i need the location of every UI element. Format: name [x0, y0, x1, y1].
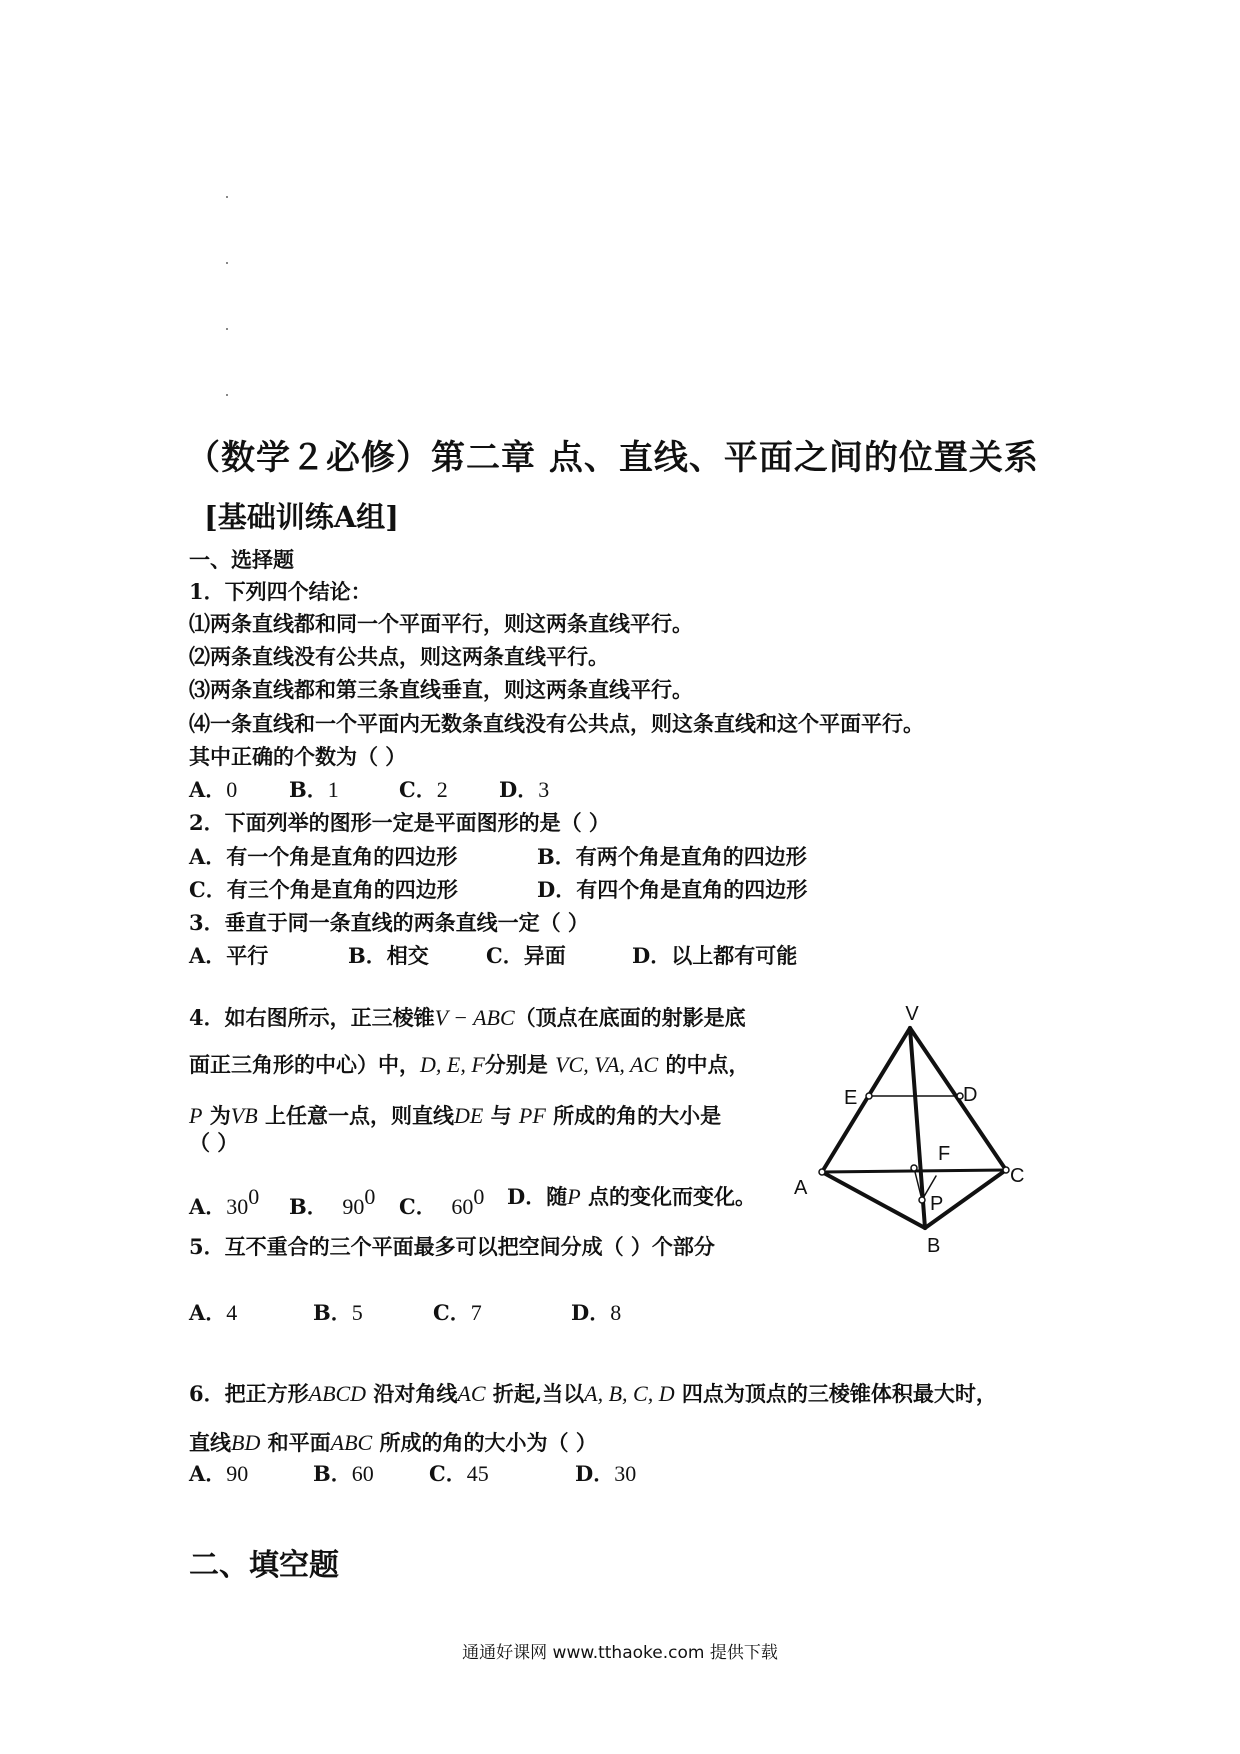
q1-statement-4: ⑷一条直线和一个平面内无数条直线没有公共点，则这条直线和这个平面平行。	[189, 711, 924, 736]
q1-option-c[interactable]: C．2	[399, 777, 448, 802]
q5-option-b[interactable]: B．5	[313, 1300, 363, 1325]
section-heading-choice: 一、选择题	[189, 547, 294, 572]
label-a: A	[794, 1177, 808, 1199]
q2-stem: 2．下面列举的图形一定是平面图形的是（ ）	[189, 810, 610, 835]
point-p	[919, 1197, 925, 1203]
q6-line-2: 直线BD 和平面ABC 所成的角的大小为（ ）	[189, 1430, 597, 1455]
q6-line-1: 6．把正方形ABCD 沿对角线AC 折起,当以A, B, C, D 四点为顶点的三棱锥体积最大时，	[189, 1381, 997, 1406]
point-e	[866, 1093, 872, 1099]
scan-dot	[226, 262, 228, 264]
q4-line-2: 面正三角形的中心）中，D, E, F分别是 VC, VA, AC 的中点，	[189, 1052, 750, 1077]
q4-option-a[interactable]: A．$30^0$	[189, 1184, 260, 1219]
q3-stem: 3．垂直于同一条直线的两条直线一定（ ）	[189, 910, 589, 935]
q4-option-b[interactable]: B． $90^0$	[289, 1184, 376, 1219]
scan-dot	[226, 394, 228, 396]
q6-option-c[interactable]: C．45	[429, 1461, 489, 1486]
pyramid-figure	[780, 990, 1080, 1260]
label-d: D	[963, 1084, 978, 1106]
section-heading-fill-in: 二、填空题	[189, 1548, 339, 1583]
q5-option-c[interactable]: C．7	[433, 1300, 482, 1325]
q1-ask: 其中正确的个数为（ ）	[189, 744, 407, 769]
q1-statement-3: ⑶两条直线都和第三条直线垂直，则这两条直线平行。	[189, 677, 693, 702]
label-v: V	[905, 1003, 919, 1025]
label-p: P	[930, 1193, 944, 1215]
group-heading: [基础训练A组]	[204, 500, 399, 534]
q1-option-b[interactable]: B．1	[289, 777, 339, 802]
q1-stem: 1．下列四个结论：	[189, 579, 372, 604]
q4-line-3: P 为VB 上任意一点，则直线DE 与 PF 所成的角的大小是	[189, 1103, 722, 1128]
point-a	[819, 1169, 825, 1175]
scan-dot	[226, 328, 228, 330]
q4-option-d[interactable]: D．随P 点的变化而变化。	[507, 1184, 756, 1209]
q3-option-a[interactable]: A．平行	[189, 943, 269, 968]
label-f: F	[938, 1143, 951, 1165]
point-f	[911, 1165, 917, 1171]
q5-option-d[interactable]: D．8	[571, 1300, 622, 1325]
q4-options	[189, 1184, 779, 1219]
q1-option-d[interactable]: D．3	[499, 777, 550, 802]
q6-option-b[interactable]: B．60	[313, 1461, 374, 1486]
q1-statement-1: ⑴两条直线都和同一个平面平行，则这两条直线平行。	[189, 611, 693, 636]
label-c: C	[1010, 1165, 1025, 1187]
q4-option-c[interactable]: C． $60^0$	[399, 1184, 485, 1219]
q1-statement-2: ⑵两条直线没有公共点，则这两条直线平行。	[189, 644, 609, 669]
q2-option-b[interactable]: B．有两个角是直角的四边形	[537, 844, 807, 869]
page-footer: 通通好课网 www.tthaoke.com 提供下载	[462, 1643, 778, 1663]
q2-option-d[interactable]: D．有四个角是直角的四边形	[537, 877, 808, 902]
q3-option-c[interactable]: C．异面	[486, 943, 566, 968]
q4-line-1: 4．如右图所示，正三棱锥V − ABC（顶点在底面的射影是底	[189, 1005, 746, 1030]
edge-ab	[822, 1172, 925, 1228]
q1-option-a[interactable]: A．0	[189, 777, 238, 802]
page-title: （数学２必修）第二章 点、直线、平面之间的位置关系	[186, 438, 1039, 478]
q4-blank: （ ）	[189, 1130, 239, 1155]
q5-option-a[interactable]: A．4	[189, 1300, 238, 1325]
q6-option-a[interactable]: A．90	[189, 1461, 249, 1486]
q5-stem: 5．互不重合的三个平面最多可以把空间分成（ ）个部分	[189, 1234, 715, 1259]
label-e: E	[844, 1087, 858, 1109]
q3-option-d[interactable]: D．以上都有可能	[632, 943, 798, 968]
q3-option-b[interactable]: B．相交	[348, 943, 429, 968]
scan-dot	[226, 196, 228, 198]
point-c	[1003, 1167, 1009, 1173]
q2-option-c[interactable]: C．有三个角是直角的四边形	[189, 877, 458, 902]
label-b: B	[927, 1235, 941, 1257]
q6-option-d[interactable]: D．30	[575, 1461, 637, 1486]
edge-va	[822, 1028, 910, 1172]
q5-options	[189, 1301, 669, 1327]
q2-option-a[interactable]: A．有一个角是直角的四边形	[189, 844, 458, 869]
q6-options	[189, 1462, 669, 1488]
q1-options	[189, 778, 589, 804]
